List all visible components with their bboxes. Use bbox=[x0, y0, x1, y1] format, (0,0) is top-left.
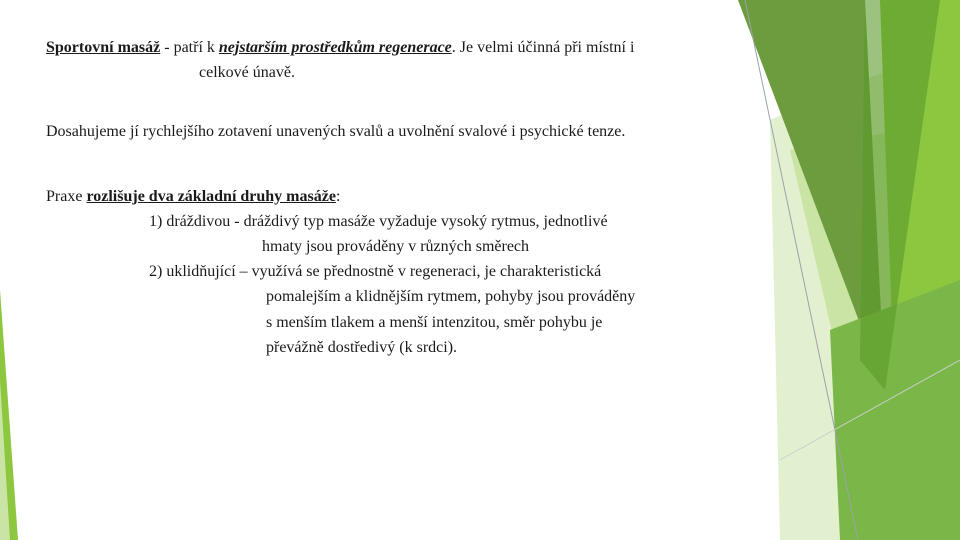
term-sports-massage: Sportovní masáž bbox=[46, 39, 161, 56]
list-item-calming: 2) uklidňující – využívá se přednostně v regeneraci, je charakteristická bbox=[149, 263, 602, 280]
emphasis-regeneration: nejstarším prostředkům regenerace bbox=[218, 39, 452, 56]
emphasis-two-types: rozlišuje dva základní druhy masáže bbox=[86, 188, 336, 205]
list-item-calming-cont-1: pomalejším a klidnějším rytmem, pohyby jsou prováděny bbox=[266, 288, 636, 305]
text-fragment: : bbox=[335, 188, 341, 205]
paragraph-sports-massage-cont: celkové únavě. bbox=[199, 64, 295, 81]
text-fragment: Praxe bbox=[46, 188, 87, 205]
list-item-stimulating-cont: hmaty jsou prováděny v různých směrech bbox=[262, 238, 530, 255]
paragraph-recovery: Dosahujeme jí rychlejšího zotavení unavených svalů a uvolnění svalové i psychické tenze. bbox=[46, 123, 626, 140]
paragraph-sports-massage bbox=[46, 38, 634, 58]
list-item-stimulating: 1) dráždivou - dráždivý typ masáže vyžaduje vysoký rytmus, jednotlivé bbox=[149, 213, 608, 230]
text-fragment: - patří k bbox=[160, 39, 219, 56]
text-fragment: . Je velmi účinná při místní i bbox=[451, 39, 635, 56]
list-item-calming-cont-3: převážně dostředivý (k srdci). bbox=[266, 339, 458, 356]
list-item-calming-cont-2: s menším tlakem a menší intenzitou, směr pohybu je bbox=[266, 314, 603, 331]
paragraph-two-types bbox=[46, 187, 340, 207]
